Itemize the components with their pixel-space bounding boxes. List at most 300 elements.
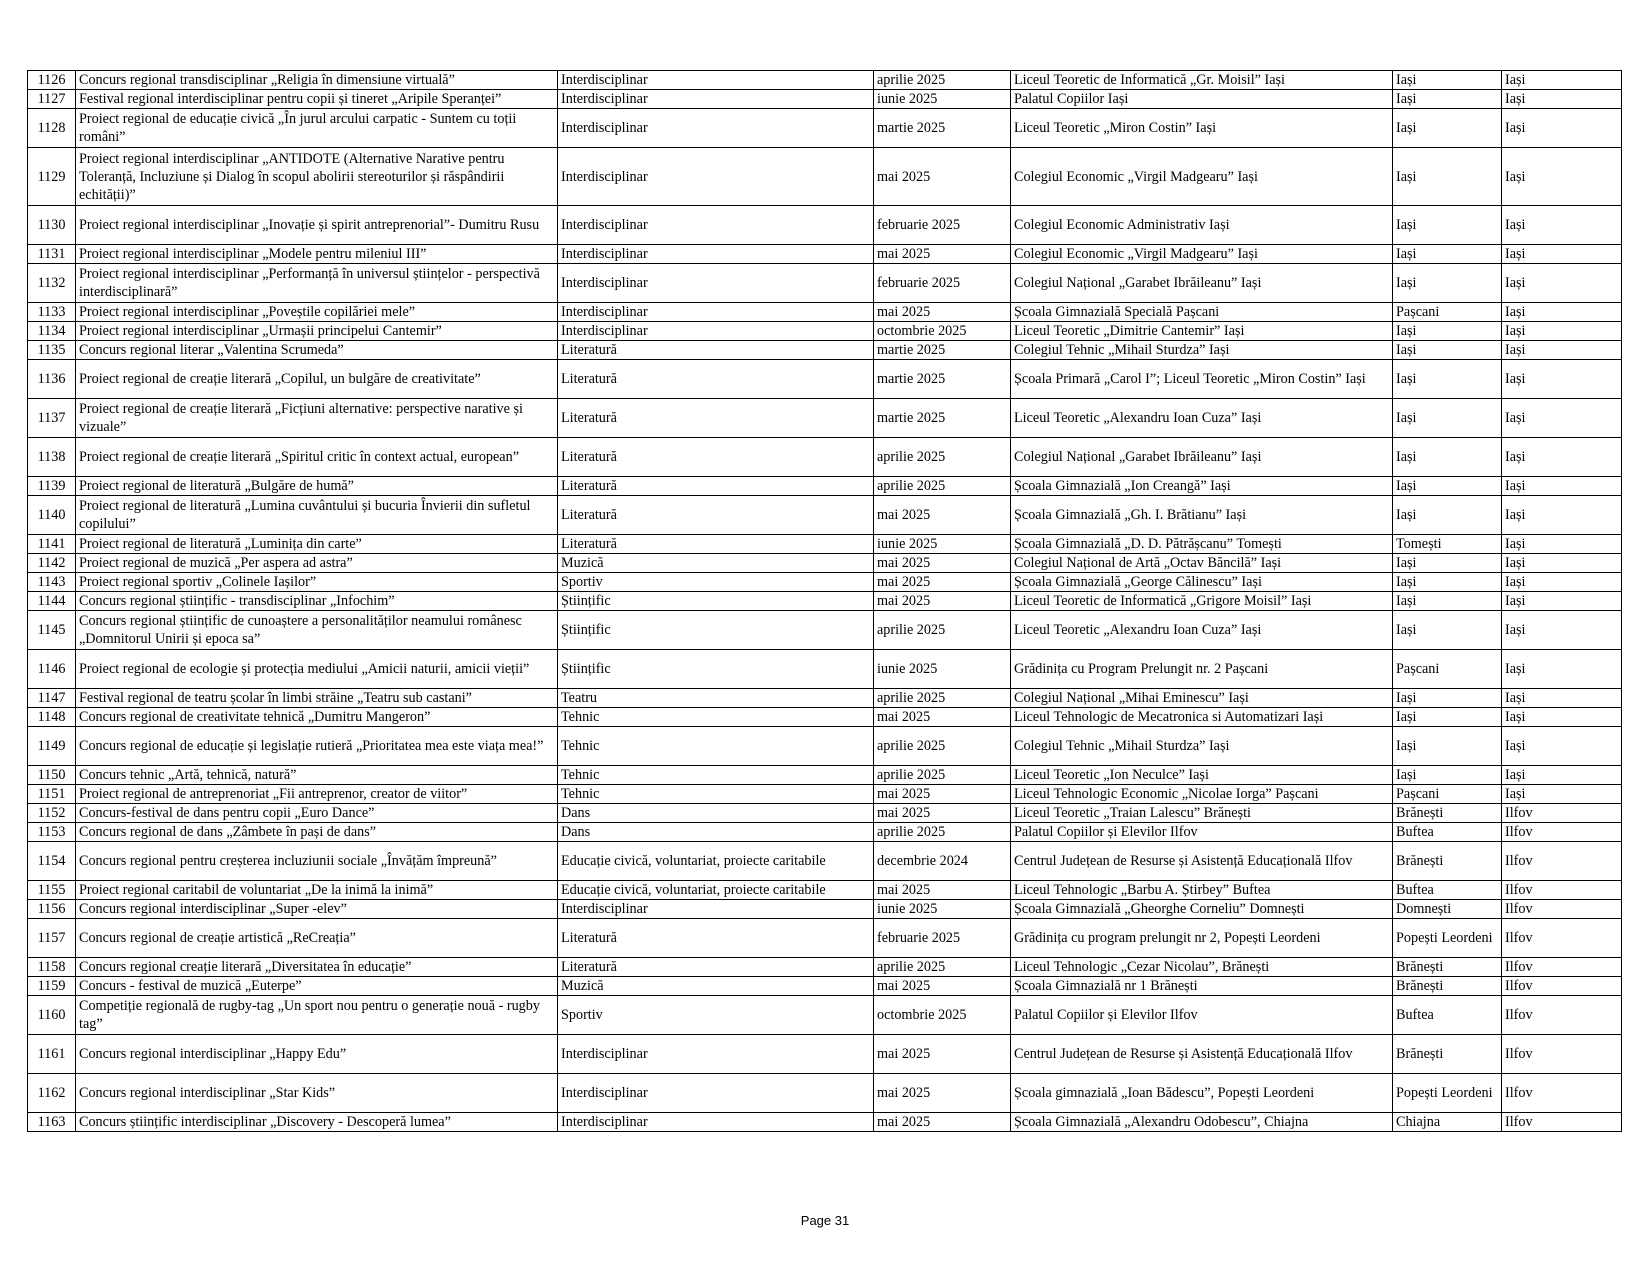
cell-county: Ilfov [1502, 977, 1622, 996]
cell-activity-name: Concurs regional de educație și legislație rutieră „Prioritatea mea este viața mea!” [76, 727, 558, 766]
cell-row-number: 1135 [28, 341, 76, 360]
cell-domain: Sportiv [558, 573, 874, 592]
cell-school: Colegiul Național de Artă „Octav Băncilă” Iași [1011, 554, 1393, 573]
table-row [28, 245, 1622, 264]
table-row [28, 1074, 1622, 1113]
cell-county: Iași [1502, 71, 1622, 90]
cell-period: martie 2025 [874, 109, 1011, 148]
cell-activity-name: Proiect regional interdisciplinar „Urmașii principelui Cantemir” [76, 322, 558, 341]
cell-period: mai 2025 [874, 554, 1011, 573]
cell-county: Ilfov [1502, 958, 1622, 977]
cell-row-number: 1148 [28, 708, 76, 727]
cell-locality: Iași [1393, 148, 1502, 206]
cell-domain: Tehnic [558, 785, 874, 804]
cell-locality: Brănești [1393, 977, 1502, 996]
cell-locality: Iași [1393, 766, 1502, 785]
page-number: Page 31 [800, 1213, 850, 1228]
cell-school: Grădinița cu Program Prelungit nr. 2 Pașcani [1011, 650, 1393, 689]
cell-school: Liceul Teoretic „Alexandru Ioan Cuza” Iași [1011, 399, 1393, 438]
cell-domain: Muzică [558, 977, 874, 996]
cell-domain: Interdisciplinar [558, 245, 874, 264]
cell-row-number: 1152 [28, 804, 76, 823]
cell-activity-name: Concurs regional interdisciplinar „Super -elev” [76, 900, 558, 919]
table-row [28, 900, 1622, 919]
cell-county: Iași [1502, 592, 1622, 611]
cell-row-number: 1140 [28, 496, 76, 535]
cell-row-number: 1156 [28, 900, 76, 919]
cell-county: Iași [1502, 785, 1622, 804]
cell-domain: Educație civică, voluntariat, proiecte caritabile [558, 881, 874, 900]
cell-activity-name: Concurs regional științific - transdisciplinar „Infochim” [76, 592, 558, 611]
cell-locality: Iași [1393, 245, 1502, 264]
cell-school: Liceul Tehnologic Economic „Nicolae Iorga” Pașcani [1011, 785, 1393, 804]
cell-school: Palatul Copiilor și Elevilor Ilfov [1011, 996, 1393, 1035]
cell-locality: Iași [1393, 360, 1502, 399]
cell-activity-name: Concurs regional creație literară „Diversitatea în educație” [76, 958, 558, 977]
cell-school: Școala Gimnazială „Alexandru Odobescu”, Chiajna [1011, 1113, 1393, 1132]
table-body [28, 71, 1622, 1132]
cell-activity-name: Proiect regional de creație literară „Copilul, un bulgăre de creativitate” [76, 360, 558, 399]
cell-activity-name: Concurs regional de creativitate tehnică „Dumitru Mangeron” [76, 708, 558, 727]
table-row [28, 535, 1622, 554]
table-row [28, 90, 1622, 109]
cell-locality: Brănești [1393, 842, 1502, 881]
cell-locality: Pașcani [1393, 785, 1502, 804]
cell-domain: Literatură [558, 341, 874, 360]
cell-period: aprilie 2025 [874, 727, 1011, 766]
cell-domain: Interdisciplinar [558, 264, 874, 303]
table-row [28, 1035, 1622, 1074]
cell-period: mai 2025 [874, 785, 1011, 804]
cell-county: Iași [1502, 438, 1622, 477]
cell-county: Iași [1502, 766, 1622, 785]
cell-row-number: 1139 [28, 477, 76, 496]
cell-school: Școala Gimnazială „Gh. I. Brătianu” Iași [1011, 496, 1393, 535]
cell-domain: Literatură [558, 496, 874, 535]
cell-school: Liceul Tehnologic „Barbu A. Știrbey” Buftea [1011, 881, 1393, 900]
cell-domain: Dans [558, 823, 874, 842]
table-row [28, 727, 1622, 766]
cell-activity-name: Concurs regional de dans „Zâmbete în pași de dans” [76, 823, 558, 842]
cell-domain: Interdisciplinar [558, 148, 874, 206]
cell-school: Liceul Teoretic de Informatică „Grigore Moisil” Iași [1011, 592, 1393, 611]
cell-activity-name: Festival regional interdisciplinar pentru copii și tineret „Aripile Speranței” [76, 90, 558, 109]
cell-row-number: 1142 [28, 554, 76, 573]
cell-period: octombrie 2025 [874, 322, 1011, 341]
cell-school: Școala Gimnazială „George Călinescu” Iași [1011, 573, 1393, 592]
cell-domain: Interdisciplinar [558, 206, 874, 245]
table-row [28, 766, 1622, 785]
cell-domain: Interdisciplinar [558, 322, 874, 341]
cell-school: Colegiul Național „Garabet Ibrăileanu” Iași [1011, 264, 1393, 303]
cell-activity-name: Proiect regional sportiv „Colinele Iașilor” [76, 573, 558, 592]
cell-school: Colegiul Național „Garabet Ibrăileanu” Iași [1011, 438, 1393, 477]
cell-row-number: 1154 [28, 842, 76, 881]
cell-school: Liceul Teoretic „Miron Costin” Iași [1011, 109, 1393, 148]
cell-locality: Iași [1393, 90, 1502, 109]
cell-activity-name: Concurs - festival de muzică „Euterpe” [76, 977, 558, 996]
cell-activity-name: Concurs-festival de dans pentru copii „Euro Dance” [76, 804, 558, 823]
cell-row-number: 1138 [28, 438, 76, 477]
cell-row-number: 1143 [28, 573, 76, 592]
table-row [28, 611, 1622, 650]
cell-row-number: 1146 [28, 650, 76, 689]
cell-county: Iași [1502, 341, 1622, 360]
cell-domain: Literatură [558, 919, 874, 958]
cell-domain: Educație civică, voluntariat, proiecte caritabile [558, 842, 874, 881]
cell-row-number: 1131 [28, 245, 76, 264]
cell-period: aprilie 2025 [874, 477, 1011, 496]
cell-county: Ilfov [1502, 823, 1622, 842]
cell-period: mai 2025 [874, 573, 1011, 592]
cell-row-number: 1144 [28, 592, 76, 611]
cell-period: iunie 2025 [874, 90, 1011, 109]
table-row [28, 148, 1622, 206]
cell-school: Școala Gimnazială „D. D. Pătrășcanu” Tomești [1011, 535, 1393, 554]
cell-school: Colegiul Economic „Virgil Madgearu” Iași [1011, 148, 1393, 206]
cell-school: Liceul Tehnologic de Mecatronica si Automatizari Iași [1011, 708, 1393, 727]
cell-county: Ilfov [1502, 804, 1622, 823]
cell-row-number: 1132 [28, 264, 76, 303]
table-row [28, 592, 1622, 611]
cell-period: februarie 2025 [874, 919, 1011, 958]
cell-activity-name: Proiect regional de creație literară „Ficțiuni alternative: perspective narative și vizuale” [76, 399, 558, 438]
cell-county: Iași [1502, 109, 1622, 148]
cell-school: Grădinița cu program prelungit nr 2, Popești Leordeni [1011, 919, 1393, 958]
cell-period: aprilie 2025 [874, 958, 1011, 977]
cell-county: Iași [1502, 322, 1622, 341]
cell-locality: Iași [1393, 611, 1502, 650]
table-row [28, 708, 1622, 727]
cell-county: Iași [1502, 554, 1622, 573]
table-row [28, 322, 1622, 341]
cell-school: Colegiul Tehnic „Mihail Sturdza” Iași [1011, 341, 1393, 360]
cell-school: Liceul Teoretic „Traian Lalescu” Brănești [1011, 804, 1393, 823]
cell-activity-name: Concurs regional literar „Valentina Scrumeda” [76, 341, 558, 360]
cell-school: Palatul Copiilor Iași [1011, 90, 1393, 109]
cell-county: Iași [1502, 90, 1622, 109]
table-row [28, 71, 1622, 90]
cell-county: Ilfov [1502, 1074, 1622, 1113]
cell-activity-name: Concurs regional transdisciplinar „Religia în dimensiune virtuală” [76, 71, 558, 90]
cell-period: mai 2025 [874, 1035, 1011, 1074]
table-row [28, 573, 1622, 592]
table-row [28, 881, 1622, 900]
table-row [28, 996, 1622, 1035]
cell-domain: Interdisciplinar [558, 1074, 874, 1113]
cell-period: iunie 2025 [874, 535, 1011, 554]
cell-activity-name: Proiect regional de muzică „Per aspera ad astra” [76, 554, 558, 573]
cell-activity-name: Proiect regional de literatură „Lumina cuvântului și bucuria Învierii din sufletul copilului” [76, 496, 558, 535]
cell-activity-name: Concurs regional științific de cunoaștere a personalităților neamului românesc „Domnitorul Unirii și epoca sa” [76, 611, 558, 650]
cell-period: aprilie 2025 [874, 689, 1011, 708]
cell-domain: Literatură [558, 438, 874, 477]
cell-locality: Iași [1393, 341, 1502, 360]
cell-school: Liceul Teoretic „Ion Neculce” Iași [1011, 766, 1393, 785]
cell-period: mai 2025 [874, 1113, 1011, 1132]
cell-period: decembrie 2024 [874, 842, 1011, 881]
cell-locality: Tomești [1393, 535, 1502, 554]
cell-locality: Pașcani [1393, 650, 1502, 689]
cell-activity-name: Proiect regional interdisciplinar „Modele pentru mileniul III” [76, 245, 558, 264]
cell-activity-name: Concurs regional de creație artistică „ReCreația” [76, 919, 558, 958]
cell-school: Liceul Tehnologic „Cezar Nicolau”, Brănești [1011, 958, 1393, 977]
cell-period: februarie 2025 [874, 264, 1011, 303]
cell-school: Școala Primară „Carol I”; Liceul Teoretic „Miron Costin” Iași [1011, 360, 1393, 399]
table-row [28, 109, 1622, 148]
cell-county: Ilfov [1502, 842, 1622, 881]
table-row [28, 842, 1622, 881]
cell-row-number: 1136 [28, 360, 76, 399]
cell-row-number: 1129 [28, 148, 76, 206]
cell-row-number: 1147 [28, 689, 76, 708]
cell-activity-name: Proiect regional de literatură „Bulgăre de humă” [76, 477, 558, 496]
cell-row-number: 1162 [28, 1074, 76, 1113]
cell-row-number: 1134 [28, 322, 76, 341]
cell-domain: Interdisciplinar [558, 71, 874, 90]
cell-activity-name: Concurs regional interdisciplinar „Star Kids” [76, 1074, 558, 1113]
cell-locality: Brănești [1393, 804, 1502, 823]
cell-locality: Iași [1393, 399, 1502, 438]
cell-school: Liceul Teoretic „Dimitrie Cantemir” Iași [1011, 322, 1393, 341]
cell-row-number: 1151 [28, 785, 76, 804]
cell-county: Iași [1502, 360, 1622, 399]
cell-row-number: 1155 [28, 881, 76, 900]
cell-county: Ilfov [1502, 996, 1622, 1035]
cell-activity-name: Proiect regional de antreprenoriat „Fii antreprenor, creator de viitor” [76, 785, 558, 804]
cell-locality: Iași [1393, 689, 1502, 708]
cell-school: Școala gimnazială „Ioan Bădescu”, Popești Leordeni [1011, 1074, 1393, 1113]
cell-domain: Științific [558, 611, 874, 650]
cell-county: Iași [1502, 206, 1622, 245]
cell-activity-name: Concurs regional pentru creșterea incluziunii sociale „Învățăm împreună” [76, 842, 558, 881]
cell-period: iunie 2025 [874, 900, 1011, 919]
cell-locality: Iași [1393, 592, 1502, 611]
cell-period: mai 2025 [874, 303, 1011, 322]
cell-domain: Literatură [558, 360, 874, 399]
table-row [28, 206, 1622, 245]
cell-locality: Iași [1393, 264, 1502, 303]
cell-school: Colegiul Economic Administrativ Iași [1011, 206, 1393, 245]
table-row [28, 477, 1622, 496]
cell-period: aprilie 2025 [874, 611, 1011, 650]
cell-domain: Științific [558, 592, 874, 611]
table-row [28, 303, 1622, 322]
cell-domain: Interdisciplinar [558, 109, 874, 148]
cell-county: Iași [1502, 611, 1622, 650]
cell-activity-name: Competiție regională de rugby-tag „Un sport nou pentru o generație nouă - rugby tag” [76, 996, 558, 1035]
cell-row-number: 1163 [28, 1113, 76, 1132]
cell-domain: Teatru [558, 689, 874, 708]
cell-domain: Muzică [558, 554, 874, 573]
cell-row-number: 1127 [28, 90, 76, 109]
cell-activity-name: Proiect regional de ecologie și protecția mediului „Amicii naturii, amicii vieții” [76, 650, 558, 689]
cell-county: Iași [1502, 689, 1622, 708]
cell-row-number: 1145 [28, 611, 76, 650]
cell-activity-name: Proiect regional interdisciplinar „ANTIDOTE (Alternative Narative pentru Toleranță, Incluziune și Dialog în scopul abolirii stereoturilor și răspândirii echității)” [76, 148, 558, 206]
cell-county: Ilfov [1502, 1035, 1622, 1074]
cell-locality: Iași [1393, 71, 1502, 90]
cell-period: februarie 2025 [874, 206, 1011, 245]
cell-locality: Buftea [1393, 823, 1502, 842]
cell-activity-name: Proiect regional interdisciplinar „Poveștile copilăriei mele” [76, 303, 558, 322]
cell-period: mai 2025 [874, 881, 1011, 900]
cell-locality: Iași [1393, 573, 1502, 592]
cell-period: aprilie 2025 [874, 823, 1011, 842]
cell-county: Iași [1502, 727, 1622, 766]
cell-row-number: 1150 [28, 766, 76, 785]
cell-school: Liceul Teoretic „Alexandru Ioan Cuza” Iași [1011, 611, 1393, 650]
cell-activity-name: Concurs regional interdisciplinar „Happy Edu” [76, 1035, 558, 1074]
cell-period: martie 2025 [874, 341, 1011, 360]
table-row [28, 399, 1622, 438]
table-row [28, 554, 1622, 573]
cell-school: Școala Gimnazială „Ion Creangă” Iași [1011, 477, 1393, 496]
cell-period: mai 2025 [874, 804, 1011, 823]
cell-locality: Iași [1393, 322, 1502, 341]
cell-county: Iași [1502, 477, 1622, 496]
cell-domain: Tehnic [558, 766, 874, 785]
cell-period: iunie 2025 [874, 650, 1011, 689]
cell-county: Ilfov [1502, 1113, 1622, 1132]
cell-county: Iași [1502, 303, 1622, 322]
table-row [28, 438, 1622, 477]
cell-locality: Popești Leordeni [1393, 1074, 1502, 1113]
cell-row-number: 1133 [28, 303, 76, 322]
cell-county: Iași [1502, 650, 1622, 689]
cell-activity-name: Proiect regional caritabil de voluntariat „De la inimă la inimă” [76, 881, 558, 900]
activities-table [27, 70, 1622, 1132]
cell-locality: Chiajna [1393, 1113, 1502, 1132]
table-row [28, 341, 1622, 360]
cell-row-number: 1160 [28, 996, 76, 1035]
cell-locality: Domnești [1393, 900, 1502, 919]
cell-county: Iași [1502, 496, 1622, 535]
cell-school: Centrul Județean de Resurse și Asistență Educațională Ilfov [1011, 842, 1393, 881]
table-row [28, 1113, 1622, 1132]
cell-period: octombrie 2025 [874, 996, 1011, 1035]
cell-domain: Literatură [558, 535, 874, 554]
cell-activity-name: Proiect regional interdisciplinar „Performanță în universul științelor - perspectivă interdisciplinară” [76, 264, 558, 303]
cell-school: Școala Gimnazială nr 1 Brănești [1011, 977, 1393, 996]
cell-school: Palatul Copiilor și Elevilor Ilfov [1011, 823, 1393, 842]
cell-period: mai 2025 [874, 148, 1011, 206]
table-row [28, 958, 1622, 977]
cell-domain: Interdisciplinar [558, 900, 874, 919]
cell-domain: Tehnic [558, 708, 874, 727]
cell-period: mai 2025 [874, 1074, 1011, 1113]
cell-school: Școala Gimnazială Specială Pașcani [1011, 303, 1393, 322]
cell-period: mai 2025 [874, 592, 1011, 611]
cell-locality: Iași [1393, 554, 1502, 573]
cell-school: Colegiul Economic „Virgil Madgearu” Iași [1011, 245, 1393, 264]
cell-school: Centrul Județean de Resurse și Asistență Educațională Ilfov [1011, 1035, 1393, 1074]
cell-locality: Buftea [1393, 881, 1502, 900]
cell-county: Iași [1502, 148, 1622, 206]
cell-activity-name: Festival regional de teatru școlar în limbi străine „Teatru sub castani” [76, 689, 558, 708]
table-row [28, 650, 1622, 689]
cell-locality: Pașcani [1393, 303, 1502, 322]
cell-row-number: 1149 [28, 727, 76, 766]
cell-row-number: 1128 [28, 109, 76, 148]
cell-county: Ilfov [1502, 900, 1622, 919]
cell-activity-name: Proiect regional de creație literară „Spiritul critic în context actual, european” [76, 438, 558, 477]
cell-row-number: 1153 [28, 823, 76, 842]
cell-domain: Literatură [558, 399, 874, 438]
cell-school: Liceul Teoretic de Informatică „Gr. Moisil” Iași [1011, 71, 1393, 90]
cell-row-number: 1159 [28, 977, 76, 996]
cell-domain: Interdisciplinar [558, 303, 874, 322]
cell-county: Iași [1502, 573, 1622, 592]
cell-period: aprilie 2025 [874, 71, 1011, 90]
cell-activity-name: Concurs tehnic „Artă, tehnică, natură” [76, 766, 558, 785]
cell-domain: Dans [558, 804, 874, 823]
cell-period: mai 2025 [874, 708, 1011, 727]
cell-county: Iași [1502, 264, 1622, 303]
cell-school: Colegiul Național „Mihai Eminescu” Iași [1011, 689, 1393, 708]
cell-domain: Interdisciplinar [558, 1113, 874, 1132]
cell-county: Ilfov [1502, 919, 1622, 958]
cell-period: aprilie 2025 [874, 438, 1011, 477]
cell-row-number: 1158 [28, 958, 76, 977]
cell-period: martie 2025 [874, 360, 1011, 399]
cell-period: mai 2025 [874, 977, 1011, 996]
table-row [28, 823, 1622, 842]
cell-domain: Literatură [558, 958, 874, 977]
table-row [28, 360, 1622, 399]
table-row [28, 804, 1622, 823]
cell-row-number: 1157 [28, 919, 76, 958]
table-row [28, 977, 1622, 996]
cell-period: martie 2025 [874, 399, 1011, 438]
cell-locality: Iași [1393, 727, 1502, 766]
cell-locality: Brănești [1393, 1035, 1502, 1074]
cell-locality: Iași [1393, 477, 1502, 496]
table-row [28, 264, 1622, 303]
cell-county: Iași [1502, 708, 1622, 727]
cell-locality: Iași [1393, 438, 1502, 477]
cell-school: Colegiul Tehnic „Mihail Sturdza” Iași [1011, 727, 1393, 766]
cell-activity-name: Proiect regional interdisciplinar „Inovație și spirit antreprenorial”- Dumitru Rusu [76, 206, 558, 245]
cell-period: mai 2025 [874, 245, 1011, 264]
table-row [28, 689, 1622, 708]
cell-county: Iași [1502, 245, 1622, 264]
cell-row-number: 1137 [28, 399, 76, 438]
cell-period: aprilie 2025 [874, 766, 1011, 785]
table-row [28, 496, 1622, 535]
table-row [28, 919, 1622, 958]
cell-domain: Tehnic [558, 727, 874, 766]
cell-county: Iași [1502, 399, 1622, 438]
cell-school: Școala Gimnazială „Gheorghe Corneliu” Domnești [1011, 900, 1393, 919]
cell-locality: Popești Leordeni [1393, 919, 1502, 958]
cell-row-number: 1130 [28, 206, 76, 245]
cell-domain: Interdisciplinar [558, 1035, 874, 1074]
cell-locality: Iași [1393, 109, 1502, 148]
cell-activity-name: Proiect regional de educație civică „În jurul arcului carpatic - Suntem cu toții români” [76, 109, 558, 148]
cell-locality: Buftea [1393, 996, 1502, 1035]
cell-domain: Literatură [558, 477, 874, 496]
cell-activity-name: Proiect regional de literatură „Luminița din carte” [76, 535, 558, 554]
cell-domain: Interdisciplinar [558, 90, 874, 109]
cell-row-number: 1126 [28, 71, 76, 90]
cell-county: Iași [1502, 535, 1622, 554]
cell-locality: Brănești [1393, 958, 1502, 977]
cell-locality: Iași [1393, 708, 1502, 727]
cell-activity-name: Concurs științific interdisciplinar „Discovery - Descoperă lumea” [76, 1113, 558, 1132]
cell-domain: Științific [558, 650, 874, 689]
cell-row-number: 1141 [28, 535, 76, 554]
